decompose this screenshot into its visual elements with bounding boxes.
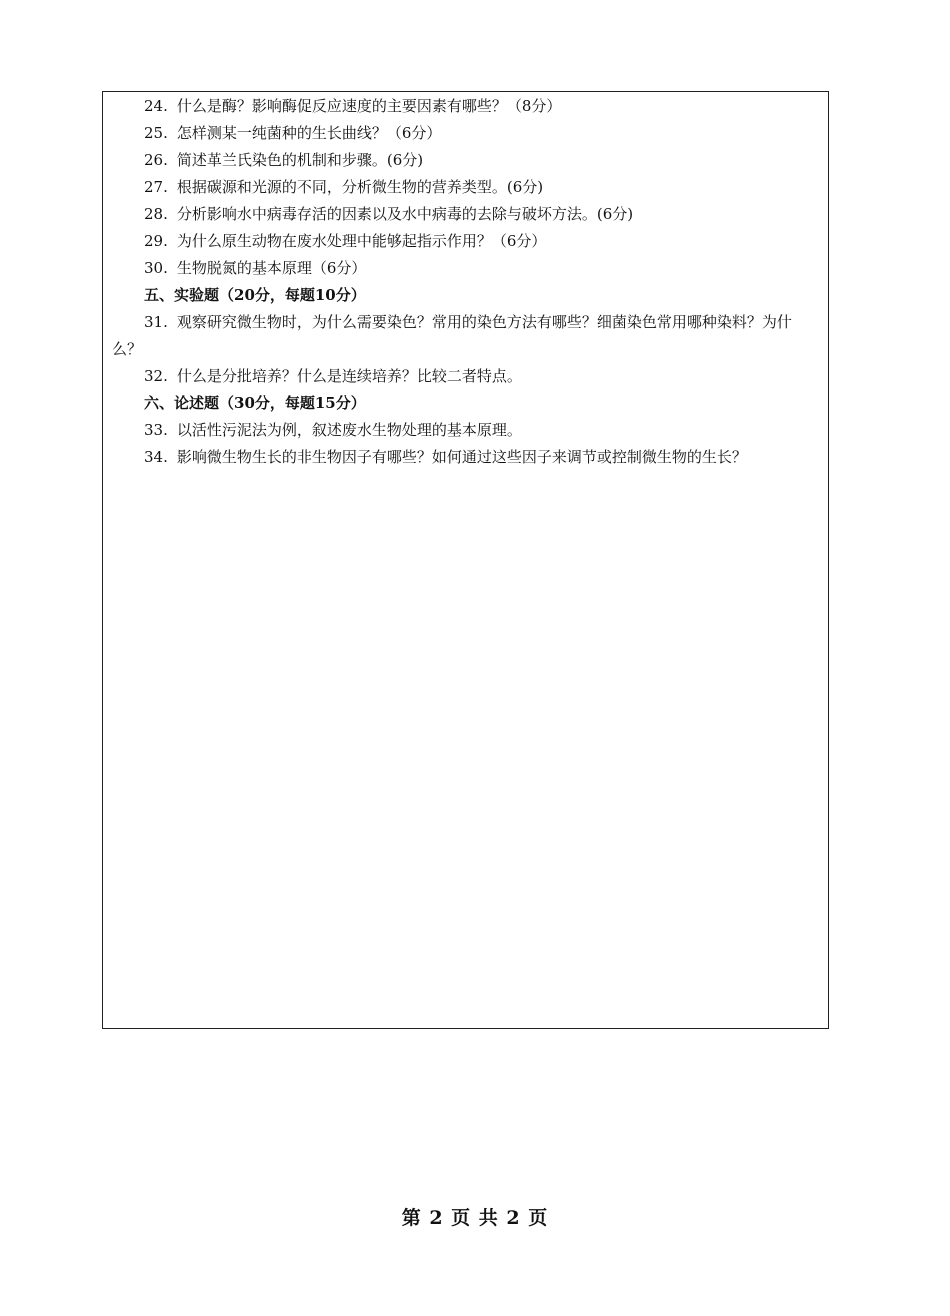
question-number: 33. <box>144 421 168 439</box>
question-number: 28. <box>144 205 168 223</box>
section-heading-essay: 六、论述题（30分，每题15分） <box>144 394 366 412</box>
question-28 <box>112 201 820 228</box>
question-30 <box>112 255 820 282</box>
question-26 <box>112 147 820 174</box>
question-25 <box>112 120 820 147</box>
section-heading-experiment: 五、实验题（20分，每题10分） <box>144 286 366 304</box>
question-29 <box>112 228 820 255</box>
question-number: 32. <box>144 367 168 385</box>
question-27 <box>112 174 820 201</box>
question-24 <box>112 93 820 120</box>
question-number: 29. <box>144 232 168 250</box>
question-number: 26. <box>144 151 168 169</box>
question-text: 什么是分批培养？什么是连续培养？比较二者特点。 <box>176 367 522 385</box>
question-number: 31. <box>144 313 168 331</box>
question-text: 什么是酶？影响酶促反应速度的主要因素有哪些？（8分） <box>176 97 562 115</box>
page-number-footer: 第 2 页 共 2 页 <box>401 1207 549 1229</box>
question-34 <box>112 444 820 471</box>
question-list <box>112 93 820 471</box>
question-32 <box>112 363 820 390</box>
question-text: 根据碳源和光源的不同，分析微生物的营养类型。(6分) <box>176 178 544 196</box>
exam-question-box <box>102 91 829 1029</box>
question-33 <box>112 417 820 444</box>
question-text: 影响微生物生长的非生物因子有哪些？如何通过这些因子来调节或控制微生物的生长？ <box>176 448 747 466</box>
question-number: 25. <box>144 124 168 142</box>
question-text: 以活性污泥法为例，叙述废水生物处理的基本原理。 <box>176 421 522 439</box>
question-text: 分析影响水中病毒存活的因素以及水中病毒的去除与破坏方法。(6分) <box>176 205 634 223</box>
question-number: 30. <box>144 259 168 277</box>
question-number: 34. <box>144 448 168 466</box>
question-number: 27. <box>144 178 168 196</box>
question-text: 简述革兰氏染色的机制和步骤。(6分) <box>176 151 424 169</box>
question-31 <box>112 309 820 363</box>
question-number: 24. <box>144 97 168 115</box>
question-text: 为什么原生动物在废水处理中能够起指示作用？（6分） <box>176 232 547 250</box>
question-text: 怎样测某一纯菌种的生长曲线？（6分） <box>176 124 442 142</box>
question-text: 观察研究微生物时，为什么需要染色？常用的染色方法有哪些？细菌染色常用哪种染料？为什么？ <box>112 313 792 358</box>
question-text: 生物脱氮的基本原理（6分） <box>176 259 367 277</box>
